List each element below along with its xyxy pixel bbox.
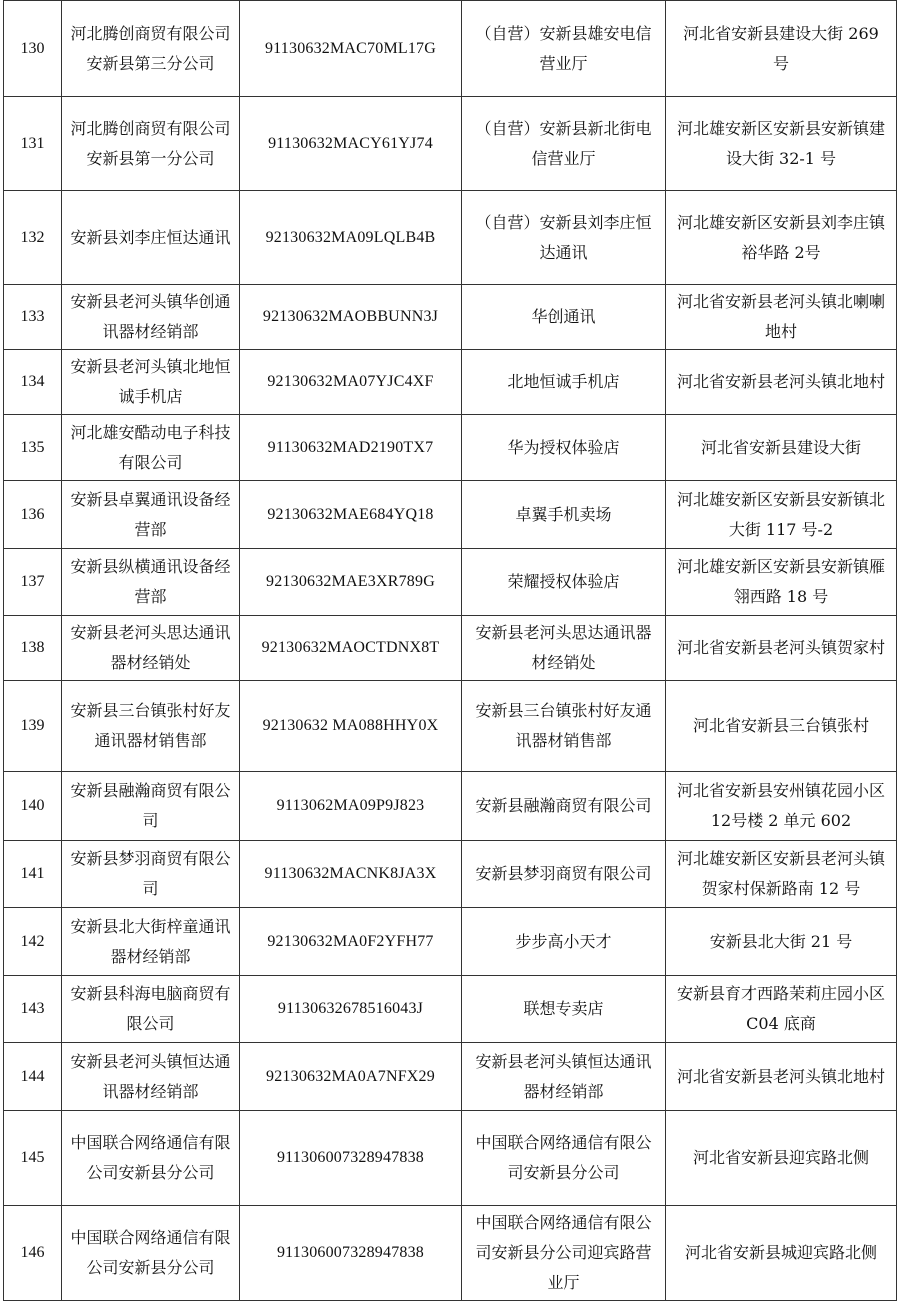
company-name: 中国联合网络通信有限公司安新县分公司: [62, 1111, 240, 1206]
store-address: 河北省安新县老河头镇北地村: [666, 1043, 897, 1111]
credit-code: 92130632MAOCTDNX8T: [240, 616, 462, 681]
company-name: 安新县科海电脑商贸有限公司: [62, 976, 240, 1043]
row-number: 135: [4, 415, 62, 481]
credit-code: 91130632MACNK8JA3X: [240, 841, 462, 908]
store-address: 河北省安新县老河头镇北喇喇地村: [666, 285, 897, 350]
row-number: 140: [4, 772, 62, 841]
store-address: 安新县北大街 21 号: [666, 908, 897, 976]
store-address: 河北省安新县城迎宾路北侧: [666, 1206, 897, 1301]
row-number: 134: [4, 350, 62, 415]
company-name: 安新县老河头镇华创通讯器材经销部: [62, 285, 240, 350]
store-name: 安新县融瀚商贸有限公司: [462, 772, 666, 841]
table-row: [4, 481, 897, 549]
row-number: 132: [4, 191, 62, 285]
store-name: 安新县老河头思达通讯器材经销处: [462, 616, 666, 681]
company-name: 安新县卓翼通讯设备经营部: [62, 481, 240, 549]
store-address: 河北雄安新区安新县老河头镇贺家村保新路南 12 号: [666, 841, 897, 908]
credit-code: 911306007328947838: [240, 1111, 462, 1206]
store-name: 中国联合网络通信有限公司安新县分公司迎宾路营业厅: [462, 1206, 666, 1301]
credit-code: 92130632 MA088HHY0X: [240, 681, 462, 772]
store-address: 河北雄安新区安新县安新镇建设大街 32-1 号: [666, 97, 897, 191]
company-name: 河北腾创商贸有限公司安新县第三分公司: [62, 1, 240, 97]
table-row: [4, 97, 897, 191]
credit-code: 91130632MAD2190TX7: [240, 415, 462, 481]
row-number: 137: [4, 549, 62, 616]
credit-code: 92130632MA0A7NFX29: [240, 1043, 462, 1111]
store-address: 河北省安新县建设大街: [666, 415, 897, 481]
registry-table: [3, 0, 897, 1301]
row-number: 136: [4, 481, 62, 549]
store-address: 河北雄安新区安新县安新镇雁翎西路 18 号: [666, 549, 897, 616]
company-name: 安新县老河头镇北地恒诚手机店: [62, 350, 240, 415]
credit-code: 911306007328947838: [240, 1206, 462, 1301]
credit-code: 92130632MA09LQLB4B: [240, 191, 462, 285]
company-name: 安新县北大街梓童通讯器材经销部: [62, 908, 240, 976]
store-name: 北地恒诚手机店: [462, 350, 666, 415]
table-row: [4, 1043, 897, 1111]
store-address: 河北雄安新区安新县安新镇北大街 117 号-2: [666, 481, 897, 549]
store-name: 华创通讯: [462, 285, 666, 350]
store-name: 中国联合网络通信有限公司安新县分公司: [462, 1111, 666, 1206]
table-row: [4, 772, 897, 841]
store-name: 联想专卖店: [462, 976, 666, 1043]
credit-code: 92130632MAE3XR789G: [240, 549, 462, 616]
row-number: 142: [4, 908, 62, 976]
table-row: [4, 1, 897, 97]
store-address: 河北省安新县三台镇张村: [666, 681, 897, 772]
company-name: 安新县老河头镇恒达通讯器材经销部: [62, 1043, 240, 1111]
store-name: 安新县三台镇张村好友通讯器材销售部: [462, 681, 666, 772]
company-name: 安新县梦羽商贸有限公司: [62, 841, 240, 908]
store-address: 河北省安新县安州镇花园小区 12号楼 2 单元 602: [666, 772, 897, 841]
row-number: 145: [4, 1111, 62, 1206]
store-name: 卓翼手机卖场: [462, 481, 666, 549]
credit-code: 92130632MA0F2YFH77: [240, 908, 462, 976]
registry-table-body: [4, 1, 897, 1301]
credit-code: 91130632678516043J: [240, 976, 462, 1043]
table-row: [4, 549, 897, 616]
store-address: 河北省安新县建设大街 269 号: [666, 1, 897, 97]
store-name: （自营）安新县雄安电信营业厅: [462, 1, 666, 97]
company-name: 安新县老河头思达通讯器材经销处: [62, 616, 240, 681]
credit-code: 91130632MACY61YJ74: [240, 97, 462, 191]
table-row: [4, 841, 897, 908]
table-row: [4, 285, 897, 350]
store-name: 荣耀授权体验店: [462, 549, 666, 616]
table-row: [4, 415, 897, 481]
table-row: [4, 191, 897, 285]
row-number: 139: [4, 681, 62, 772]
row-number: 130: [4, 1, 62, 97]
store-address: 河北省安新县老河头镇北地村: [666, 350, 897, 415]
row-number: 144: [4, 1043, 62, 1111]
row-number: 141: [4, 841, 62, 908]
table-row: [4, 681, 897, 772]
row-number: 131: [4, 97, 62, 191]
credit-code: 92130632MAE684YQ18: [240, 481, 462, 549]
table-row: [4, 908, 897, 976]
table-row: [4, 350, 897, 415]
company-name: 安新县融瀚商贸有限公司: [62, 772, 240, 841]
table-row: [4, 616, 897, 681]
table-row: [4, 1111, 897, 1206]
store-name: （自营）安新县刘李庄恒达通讯: [462, 191, 666, 285]
store-address: 河北省安新县老河头镇贺家村: [666, 616, 897, 681]
company-name: 安新县刘李庄恒达通讯: [62, 191, 240, 285]
store-address: 安新县育才西路茉莉庄园小区 C04 底商: [666, 976, 897, 1043]
store-name: 华为授权体验店: [462, 415, 666, 481]
store-name: 安新县梦羽商贸有限公司: [462, 841, 666, 908]
store-address: 河北省安新县迎宾路北侧: [666, 1111, 897, 1206]
credit-code: 9113062MA09P9J823: [240, 772, 462, 841]
row-number: 138: [4, 616, 62, 681]
company-name: 河北腾创商贸有限公司安新县第一分公司: [62, 97, 240, 191]
store-name: （自营）安新县新北街电信营业厅: [462, 97, 666, 191]
store-name: 步步高小天才: [462, 908, 666, 976]
row-number: 133: [4, 285, 62, 350]
credit-code: 92130632MAOBBUNN3J: [240, 285, 462, 350]
table-row: [4, 1206, 897, 1301]
credit-code: 92130632MA07YJC4XF: [240, 350, 462, 415]
company-name: 安新县纵横通讯设备经营部: [62, 549, 240, 616]
store-name: 安新县老河头镇恒达通讯器材经销部: [462, 1043, 666, 1111]
company-name: 安新县三台镇张村好友通讯器材销售部: [62, 681, 240, 772]
row-number: 146: [4, 1206, 62, 1301]
credit-code: 91130632MAC70ML17G: [240, 1, 462, 97]
company-name: 中国联合网络通信有限公司安新县分公司: [62, 1206, 240, 1301]
company-name: 河北雄安酷动电子科技有限公司: [62, 415, 240, 481]
store-address: 河北雄安新区安新县刘李庄镇裕华路 2号: [666, 191, 897, 285]
row-number: 143: [4, 976, 62, 1043]
table-row: [4, 976, 897, 1043]
